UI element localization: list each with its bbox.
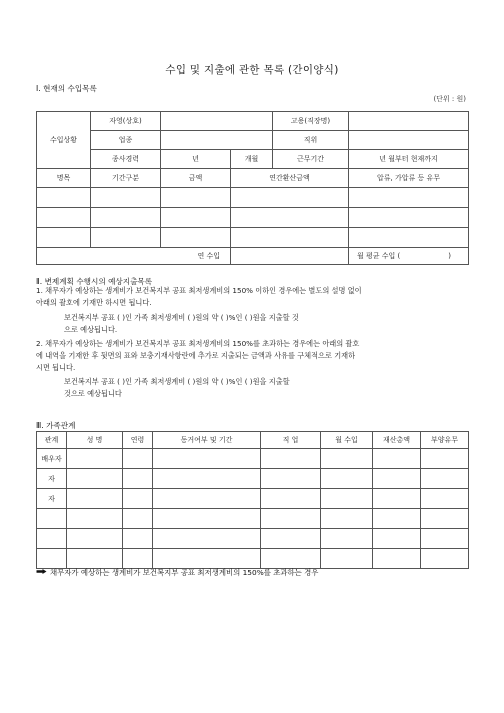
- col-header-occupation: 직 업: [261, 432, 321, 449]
- self-employed-label: 자영(상호): [91, 112, 161, 131]
- relation-cell: 자: [37, 489, 67, 509]
- table-row: [37, 208, 469, 228]
- table-row: [37, 529, 469, 549]
- item1-fill-line2: 으로 예상됩니다.: [64, 325, 118, 335]
- col-header-relation: 관계: [37, 432, 67, 449]
- col-header-cohabitation: 동거여부 및 기간: [153, 432, 261, 449]
- monthly-avg-cell: [349, 248, 469, 265]
- col-header-period: 기간구분: [91, 169, 161, 188]
- monthly-avg-close: ): [448, 252, 451, 260]
- col-header-item: 명목: [37, 169, 91, 188]
- table-row: [37, 489, 469, 509]
- annual-income-value[interactable]: [231, 248, 349, 265]
- table-row: [37, 228, 469, 248]
- table-row: [37, 449, 469, 469]
- annual-income-label: 연 수입: [37, 248, 231, 265]
- item2-line2: 에 내역을 기재한 후 뒷면의 표와 보충기재사항란에 추가로 지출되는 금액과 사유를 구체적으로 기재하: [36, 351, 356, 361]
- section3-heading: Ⅲ. 가족관계: [36, 421, 76, 430]
- position-value[interactable]: [349, 131, 469, 150]
- relation-cell: 자: [37, 469, 67, 489]
- item2-fill-line2: 것으로 예상됩니다: [64, 389, 122, 399]
- relation-cell: 배우자: [37, 449, 67, 469]
- employment-label: 고용(직장명): [273, 112, 349, 131]
- family-table: [36, 431, 469, 569]
- footnote: [36, 567, 318, 578]
- employment-value[interactable]: [349, 112, 469, 131]
- table-row: [37, 188, 469, 208]
- income-status-label: 수입상황: [37, 112, 91, 169]
- business-type-label: 업종: [91, 131, 161, 150]
- table-row: [37, 469, 469, 489]
- col-header-monthly-income: 월 수입: [321, 432, 373, 449]
- document-title: 수입 및 지출에 관한 목록 (간이양식): [165, 64, 339, 76]
- section1-heading: Ⅰ. 현재의 수입목록: [36, 84, 97, 93]
- position-label: 직위: [273, 131, 349, 150]
- unit-label: (단위 : 원): [433, 95, 466, 103]
- relation-cell: [37, 509, 67, 529]
- item2-fill-line1: 보건복지부 공표 ( )인 가족 최저생계비 ( )원의 약 ( )%인 ( )원을 지출할: [64, 376, 290, 386]
- table-row: [37, 549, 469, 569]
- col-header-assets: 재산총액: [373, 432, 421, 449]
- col-header-age: 연령: [123, 432, 153, 449]
- col-header-annual: 연간환산금액: [231, 169, 349, 188]
- pointing-hand-icon: [36, 568, 47, 577]
- relation-cell: [37, 529, 67, 549]
- income-table: [36, 111, 469, 265]
- business-type-value[interactable]: [161, 131, 273, 150]
- item1-fill-line1: 보건복지부 공표 ( )인 가족 최저생계비 ( )원의 약 ( )%인 ( )원을 지출할 것: [64, 312, 299, 322]
- monthly-avg-label: 월 평균 수입 (: [357, 252, 401, 260]
- section2-heading: Ⅱ. 변제계획 수행시의 예상지출목록: [36, 277, 153, 286]
- relation-cell: [37, 549, 67, 569]
- career-month: 개월: [231, 150, 273, 169]
- career-year: 년: [161, 150, 231, 169]
- item1-line2: 아래의 괄호에 기재만 하시면 됩니다.: [36, 298, 152, 308]
- item2-line1: 2. 채무자가 예상하는 생계비가 보건복지부 공표 최저생계비의 150%를 초과하는 경우에는 아래의 괄호: [36, 338, 360, 348]
- col-header-name: 성 명: [67, 432, 123, 449]
- col-header-amount: 금액: [161, 169, 231, 188]
- table-row: [37, 509, 469, 529]
- work-period-value: 년 월부터 현재까지: [349, 150, 469, 169]
- item2-line3: 시면 됩니다.: [36, 363, 76, 373]
- section2-body: [36, 285, 468, 401]
- self-employed-value[interactable]: [161, 112, 273, 131]
- career-label: 종사경력: [91, 150, 161, 169]
- work-period-label: 근무기간: [273, 150, 349, 169]
- footnote-text: 채무자가 예상하는 생계비가 보건복지부 공표 최저생계비의 150%를 초과하는 경우: [50, 568, 319, 577]
- col-header-dependency: 부양유무: [421, 432, 469, 449]
- item1-line1: 1. 채무자가 예상하는 생계비가 보건복지부 공표 최저생계비의 150% 이하인 경우에는 별도의 설명 없이: [36, 286, 362, 295]
- col-header-seizure: 압류, 가압류 등 유무: [349, 169, 469, 188]
